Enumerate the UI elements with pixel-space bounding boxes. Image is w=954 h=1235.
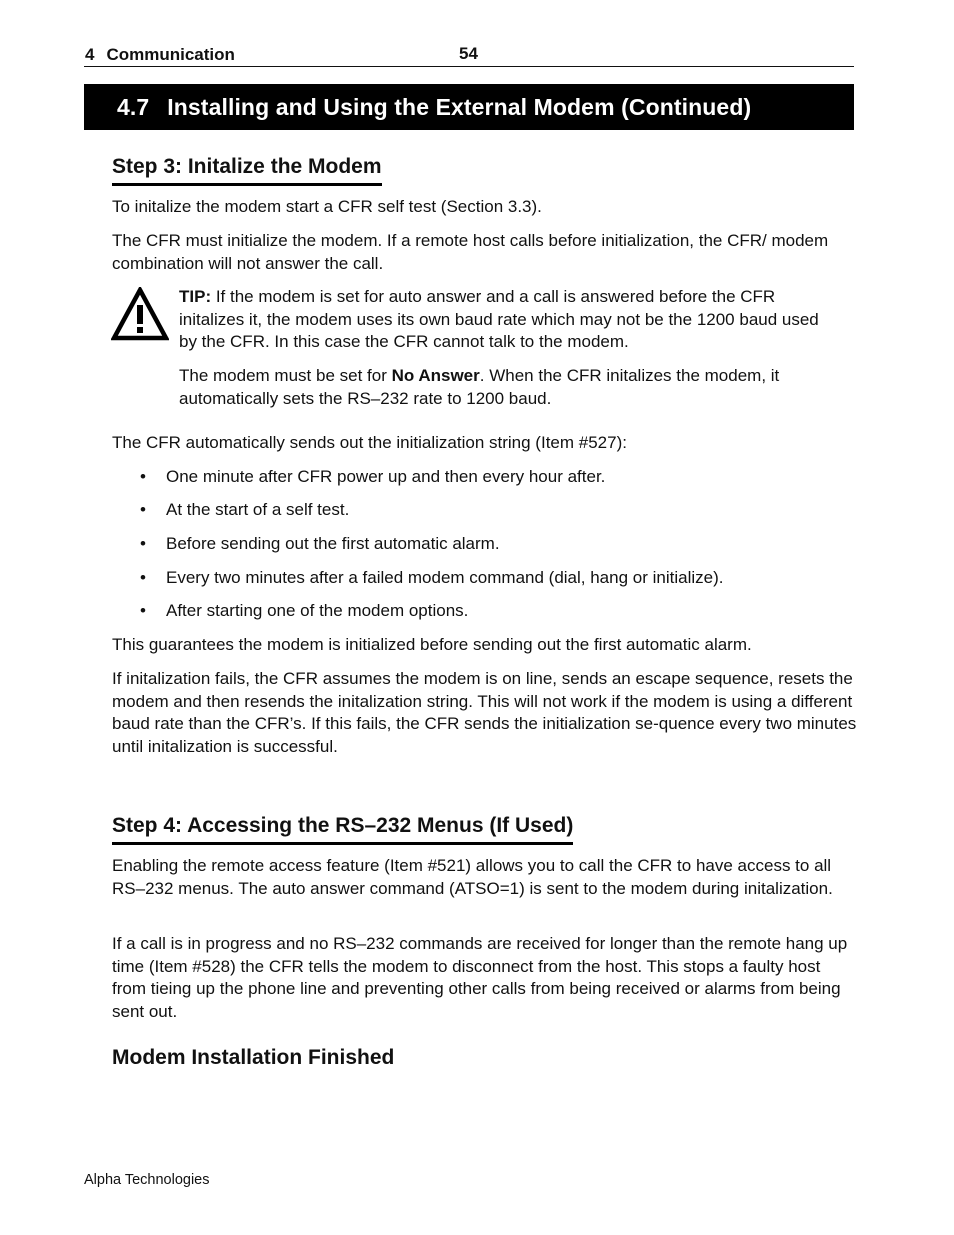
bullet-text: Before sending out the first automatic alarm. xyxy=(166,534,500,553)
section-title: Installing and Using the External Modem (Continued) xyxy=(167,93,752,120)
step4-paragraph-2: If a call is in progress and no RS–232 commands are received for longer than the remote hang up time (Item #528) the CFR tells the modem to disconnect from the host. This stops a faulty host from tieing up the phone line and preventing other calls from being received or alarms from being sent out. xyxy=(112,934,848,1021)
step3-paragraph-1: To initalize the modem start a CFR self test (Section 3.3). xyxy=(112,197,542,216)
list-item xyxy=(140,533,855,556)
section-banner xyxy=(84,84,854,130)
bullet-text: Every two minutes after a failed modem command (dial, hang or initialize). xyxy=(166,568,724,587)
step4-paragraph-1: Enabling the remote access feature (Item #521) allows you to call the CFR to have access to all RS–232 menus. The auto answer command (ATSO=1) is sent to the modem during initalization. xyxy=(112,856,833,898)
bullet-glyph: • xyxy=(140,500,146,519)
tip-paragraph-2 xyxy=(179,365,839,410)
step3-paragraph-5: If initalization fails, the CFR assumes the modem is on line, sends an escape sequence, resets the modem and then resends the initalization string. This will not work if the modem is using a different baud rate than the CFR’s. If this fails, the CFR sends the initialization se-quence every two minutes until initalization is successful. xyxy=(112,669,857,756)
tip-text-pre: The modem must be set for xyxy=(179,366,392,385)
tip-text-post: . When the CFR initalizes the modem, it automatically sets the RS–232 rate to 1200 baud. xyxy=(179,366,780,408)
tip-text: If the modem is set for auto answer and a call is answered before the CFR initalizes it, the modem uses its own baud rate which may not be the 1200 baud used by the CFR. In this case the CFR cannot talk to the modem. xyxy=(179,287,819,351)
bullet-glyph: • xyxy=(140,467,146,486)
step4-heading: Step 4: Accessing the RS–232 Menus (If Used) xyxy=(112,813,573,845)
tip-label: TIP: xyxy=(179,287,212,306)
step3-paragraph-2: The CFR must initialize the modem. If a remote host calls before initialization, the CFR/ modem combination will not answer the call. xyxy=(112,231,829,273)
bullet-glyph: • xyxy=(140,534,146,553)
chapter-title: Communication xyxy=(106,45,235,64)
bullet-glyph: • xyxy=(140,601,146,620)
bullet-text: At the start of a self test. xyxy=(166,500,350,519)
warning-triangle-icon xyxy=(111,287,169,341)
tip-paragraph-1 xyxy=(179,286,839,354)
footer-company: Alpha Technologies xyxy=(84,1172,210,1188)
section-number: 4.7 xyxy=(117,93,150,120)
list-item xyxy=(140,600,855,623)
list-item xyxy=(140,567,855,590)
finished-heading: Modem Installation Finished xyxy=(112,1046,395,1069)
bullet-text: After starting one of the modem options. xyxy=(166,601,469,620)
running-header xyxy=(85,45,235,65)
step3-paragraph-4: This guarantees the modem is initialized before sending out the first automatic alarm. xyxy=(112,635,752,654)
bullet-glyph: • xyxy=(140,568,146,587)
tip-no-answer: No Answer xyxy=(391,366,480,385)
list-item xyxy=(140,499,855,522)
header-rule xyxy=(84,66,854,67)
page-number: 54 xyxy=(459,44,478,63)
list-item xyxy=(140,466,855,489)
bullet-text: One minute after CFR power up and then every hour after. xyxy=(166,467,606,486)
step3-paragraph-3: The CFR automatically sends out the initialization string (Item #527): xyxy=(112,433,627,452)
step3-heading: Step 3: Initalize the Modem xyxy=(112,154,382,186)
chapter-number: 4 xyxy=(85,45,95,64)
